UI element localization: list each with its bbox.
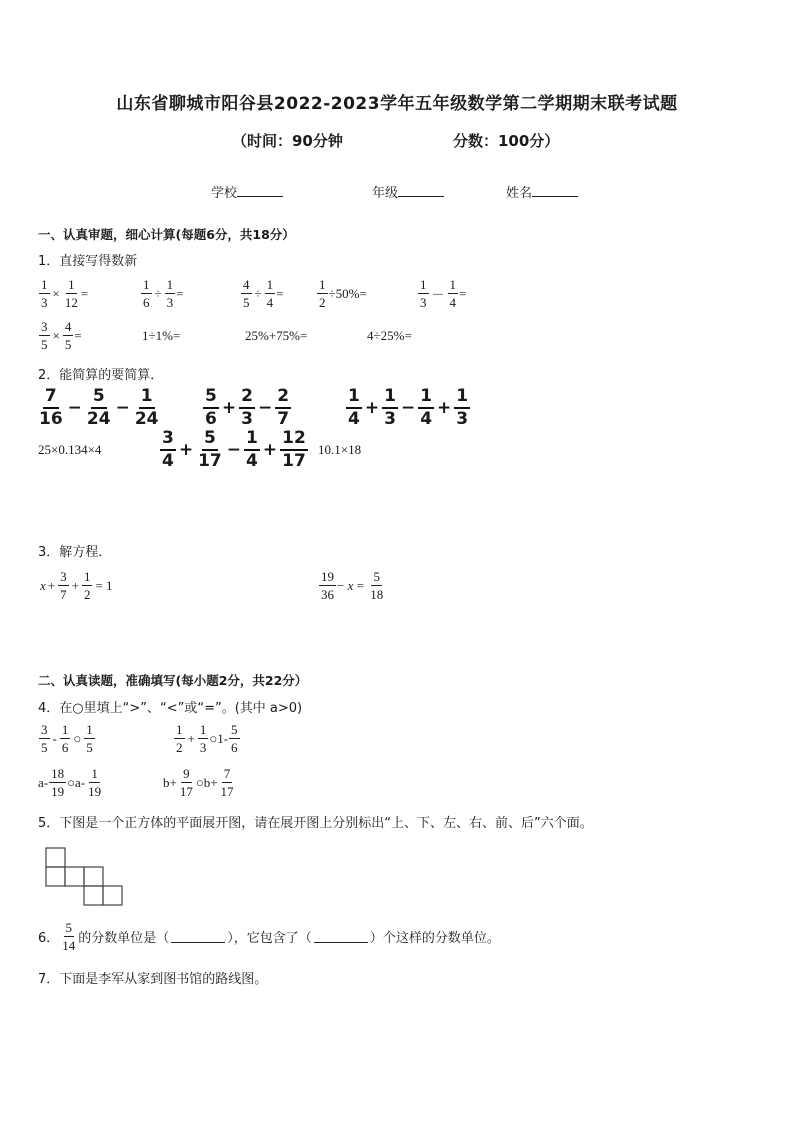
- q2-expr-5: 3 4 + $\frac{5}{17}$ − $\frac{1}{4}$ + $\frac{12}{17}$: [162, 428, 306, 471]
- total-score: 分数：100分）: [453, 132, 560, 150]
- name-label: 姓名: [506, 186, 533, 201]
- q3-label: 3．解方程．: [38, 545, 112, 560]
- grade-blank[interactable]: [398, 184, 444, 197]
- compare-circle[interactable]: ○b+: [195, 774, 218, 790]
- cube-net-face: [84, 886, 103, 905]
- q1-item-4: $\frac{1}{2}$ ÷50%=: [319, 277, 367, 310]
- grade-label: 年级: [372, 186, 399, 201]
- q2-expr-1: 7 16 − $\frac{5}{24}$ − $\frac{1}{24}$: [39, 386, 159, 429]
- q2-expr-4: 25×0.134×4: [38, 442, 102, 457]
- time-limit: （时间：90分钟: [232, 132, 343, 150]
- cube-net-face: [65, 867, 84, 886]
- q1-item-6: $\frac{3}{5}$ × $\frac{4}{5}$ =: [41, 319, 82, 352]
- q1-item-7: 1÷1%=: [142, 328, 181, 343]
- cube-net-face: [46, 848, 65, 867]
- q1-item-1: $\frac{1}{3}$ × $\frac{1}{12}$ =: [41, 277, 89, 310]
- q1-item-9: 4÷25%=: [367, 328, 412, 343]
- cube-net-face: [84, 867, 103, 886]
- q3-equation-1: x + $\frac{3}{7}$ + $\frac{1}{2}$ = 1: [40, 569, 113, 602]
- school-label: 学校: [211, 186, 238, 201]
- cube-net-diagram: [44, 846, 126, 908]
- name-field[interactable]: [506, 182, 578, 201]
- page-title: 山东省聊城市阳谷县2022-2023学年五年级数学第二学期期末联考试题: [116, 94, 678, 114]
- q1-item-5: 1 3 － $\frac{1}{4}$ =: [420, 277, 467, 310]
- q4-compare-3: a- 18 19 ○a- 1 19: [38, 766, 102, 799]
- q2-expr-2: 5 6 + $\frac{2}{3}$ − $\frac{2}{7}$: [205, 386, 290, 429]
- name-blank[interactable]: [532, 184, 578, 197]
- q3-equation-2: 19 36 − x = $\frac{5}{18}$: [321, 569, 384, 602]
- q2-expr-3: 1 4 + $\frac{1}{3}$ − $\frac{1}{4}$ + $\frac{1}{3}$: [348, 386, 469, 429]
- q5-label: 5．下图是一个正方体的平面展开图，请在展开图上分别标出“上、下、左、右、前、后”六个面。: [38, 816, 593, 831]
- q6-answer-blank-2[interactable]: [314, 930, 368, 943]
- school-field[interactable]: [211, 182, 283, 201]
- q6-text: 6． 5 14 的分数单位是（ ），它包含了（ ）个这样的分数单位。: [38, 920, 500, 953]
- q4-compare-2: 1 2 + $\frac{1}{3}$ ○1- 5 6: [176, 722, 238, 755]
- compare-circle[interactable]: ○1-: [209, 730, 229, 746]
- grade-field[interactable]: [372, 182, 444, 201]
- q2-expr-6: 10.1×18: [318, 442, 362, 457]
- compare-circle[interactable]: ○a-: [67, 774, 86, 790]
- q1-item-8: 25%+75%=: [245, 328, 308, 343]
- q1-label: 1．直接写得数新: [38, 254, 138, 269]
- section1-heading: 一、认真审题，细心计算(每题6分，共18分）: [38, 227, 295, 242]
- q1-item-2: $\frac{1}{6}$ ÷ $\frac{1}{3}$ =: [143, 277, 184, 310]
- q2-label: 2．能简算的要简算．: [38, 368, 164, 383]
- q4-compare-4: b+ $\frac{9}{17}$ ○b+ $\frac{7}{17}$: [163, 766, 234, 799]
- cube-net-face: [46, 867, 65, 886]
- q6-answer-blank-1[interactable]: [171, 930, 225, 943]
- q4-compare-1: 3 5 - 1 6 ○ 1 5: [41, 722, 93, 755]
- compare-circle[interactable]: ○: [73, 730, 82, 746]
- cube-net-face: [103, 886, 122, 905]
- q1-item-3: $\frac{4}{5}$ ÷ $\frac{1}{4}$ =: [243, 277, 284, 310]
- section2-heading: 二、认真读题，准确填写(每小题2分，共22分）: [38, 673, 308, 688]
- school-blank[interactable]: [237, 184, 283, 197]
- q4-label: 4．在○里填上“>”、“<”或“=”。(其中 a>0): [38, 701, 303, 716]
- q7-label: 7．下面是李军从家到图书馆的路线图。: [38, 972, 268, 987]
